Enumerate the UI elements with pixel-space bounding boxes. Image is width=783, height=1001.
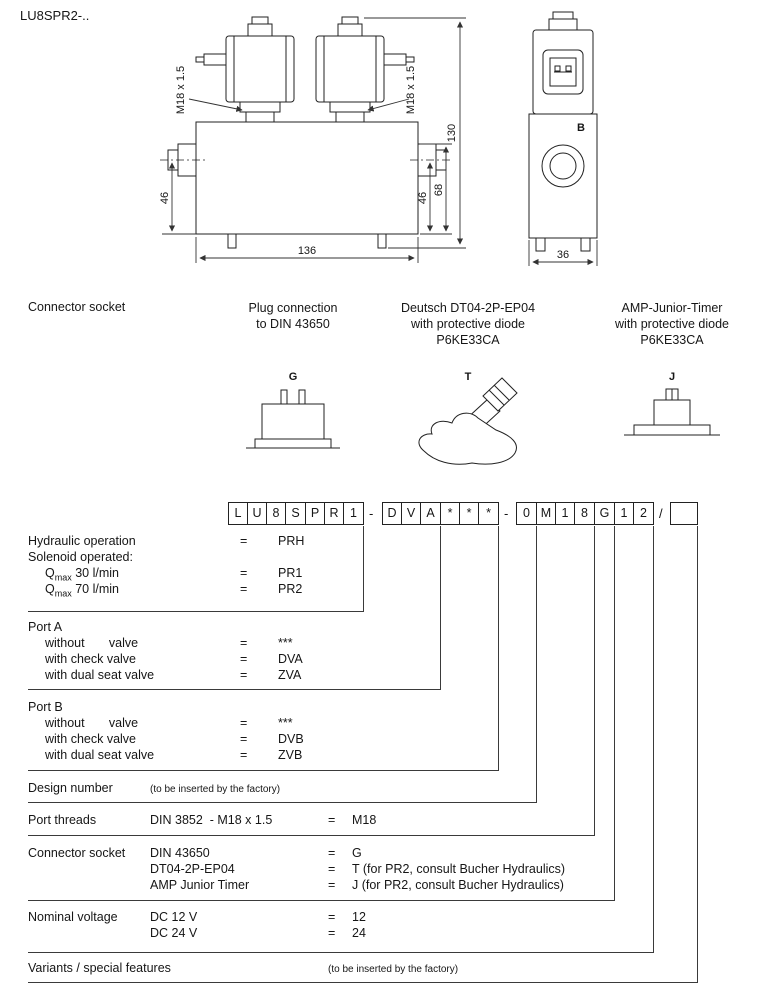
port-b-option-row [28,732,768,748]
code-cell: L [229,503,248,524]
equals-sign: = [328,910,336,924]
section-hydraulic-operation [28,534,768,598]
equals-sign: = [240,652,248,666]
thread-size-label: M18 x 1.5 [405,65,417,115]
row-code: DVA [278,652,303,666]
code-group-port-a [382,502,441,525]
connector-option-amp [562,300,782,348]
section-divider-voltage [28,952,654,953]
equals-sign: = [240,534,248,548]
code-cell: * [486,506,491,520]
code-cell: R [325,503,344,524]
equals-sign: = [328,813,336,827]
row-label: with dual seat valve [45,668,155,682]
connector-socket-row [28,846,768,862]
code-separator-dash: - [369,506,374,521]
socket-code-t: T [464,371,472,383]
code-group-threads [536,502,595,525]
code-cell: M [537,503,556,524]
code-group-port-b [440,502,499,525]
section-divider-design [28,802,537,803]
row-label: without valve [45,636,139,650]
row-code: J (for PR2, consult Bucher Hydraulics) [352,878,564,892]
solenoid-coil-right [316,17,414,122]
connector-option-deutsch [358,300,578,348]
connector-option-line: to DIN 43650 [256,317,330,331]
section-variants [28,961,768,977]
dim-label: 46 [417,191,429,205]
connector-option-line: P6KE33CA [436,333,500,347]
amp-connector-drawing [624,389,720,435]
code-cell: 1 [556,503,575,524]
section-divider-variants [28,982,698,983]
equals-sign: = [240,716,248,730]
dim-label: 136 [297,245,317,257]
equals-sign: = [328,846,336,860]
code-cell: 0 [523,506,530,520]
socket-code-g: G [288,371,298,383]
mounting-stud [228,234,236,248]
code-cell: V [402,503,421,524]
factory-note: (to be inserted by the factory) [150,784,281,795]
equals-sign: = [240,748,248,762]
code-group-variants [670,502,698,525]
code-cell: G [599,506,610,520]
valve-body-block [196,122,418,234]
row-label: with dual seat valve [45,748,155,762]
row-code: PR1 [278,566,303,580]
section-header: Port B [28,700,63,714]
valve-body-block-side [529,114,597,238]
row-label: $Q_{max}$ 30 l/min [45,566,119,583]
equals-sign: = [328,862,336,876]
nominal-voltage-row [28,926,768,942]
dim-label: 130 [446,123,458,143]
code-cell: 8 [267,503,286,524]
nominal-voltage-row [28,910,768,926]
technical-drawing [0,0,783,480]
section-header: Port A [28,620,63,634]
qmax-30-row [28,566,768,582]
mounting-stud [378,234,386,248]
equals-sign: = [240,566,248,580]
din-plug-drawing [246,390,340,448]
port-a-header-row [28,620,768,636]
row-code: ZVA [278,668,302,682]
row-label: with check valve [45,652,137,666]
row-label: Solenoid operated: [28,550,133,564]
factory-note: (to be inserted by the factory) [328,964,459,975]
mounting-stud [581,238,590,251]
equals-sign: = [328,878,336,892]
connector-option-line: Plug connection [248,301,338,315]
equals-sign: = [240,668,248,682]
row-label: Nominal voltage [28,910,118,924]
code-cell: D [383,503,402,524]
row-label: $Q_{max}$ 70 l/min [45,582,119,599]
row-code: PR2 [278,582,303,596]
row-label: Hydraulic operation [28,534,136,548]
section-nominal-voltage [28,910,768,942]
equals-sign: = [328,926,336,940]
row-label: with check valve [45,732,137,746]
section-divider-threads [28,835,595,836]
section-divider-port-a [28,689,441,690]
row-code: 24 [352,926,366,940]
equals-sign: = [240,732,248,746]
solenoid-operated-row [28,550,768,566]
connector-option-line: with protective diode [615,317,729,331]
port-threads-row [28,813,768,829]
section-divider-port-b [28,770,499,771]
section-port-a [28,620,768,684]
code-group-series [228,502,306,525]
section-divider-socket [28,900,615,901]
row-code: T (for PR2, consult Bucher Hydraulics) [352,862,566,876]
qmax-70-row [28,582,768,598]
row-spec: DC 12 V [150,910,198,924]
section-divider-hydraulic [28,611,364,612]
dim-label: 68 [433,183,445,197]
row-code: DVB [278,732,304,746]
row-label: Variants / special features [28,961,171,975]
row-code: 12 [352,910,366,924]
equals-sign: = [240,636,248,650]
code-cell: 1 [350,506,357,520]
equals-sign: = [240,582,248,596]
design-number-row [28,781,768,797]
code-group-socket [594,502,615,525]
row-spec: AMP Junior Timer [150,878,250,892]
connector-option-line: Deutsch DT04-2P-EP04 [400,301,536,315]
code-group-voltage [614,502,654,525]
code-cell: A [426,506,435,520]
code-group-design [516,502,537,525]
code-cell: 2 [640,506,647,520]
row-code: M18 [352,813,377,827]
row-spec: DIN 43650 [150,846,210,860]
row-spec: DIN 3852 - M18 x 1.5 [150,813,273,827]
connector-socket-section-label: Connector socket [28,300,126,314]
port-a-option-row [28,668,768,684]
row-label: Design number [28,781,113,795]
connector-option-line: AMP-Junior-Timer [621,301,723,315]
code-cell: S [291,506,300,520]
row-label: without valve [45,716,139,730]
row-code: *** [278,636,293,650]
code-group-operation [305,502,364,525]
mounting-stud [536,238,545,251]
page-title: LU8SPR2-.. [20,8,90,23]
solenoid-coil-left [196,17,294,122]
code-cell: 1 [615,503,634,524]
port-b-option-row [28,716,768,732]
code-separator-slash: / [659,506,663,521]
section-port-threads [28,813,768,829]
deutsch-connector-drawing [419,378,517,464]
port-b-option-row [28,748,768,764]
row-label: Connector socket [28,846,126,860]
row-code: G [352,846,362,860]
section-connector-socket [28,846,768,894]
side-view [529,12,597,251]
code-cell: P [306,503,325,524]
code-cell: * [460,503,479,524]
hydraulic-operation-row [28,534,768,550]
code-cell: * [441,503,460,524]
row-spec: DT04-2P-EP04 [150,862,235,876]
connector-socket-row [28,878,768,894]
code-cell: 8 [581,506,588,520]
section-port-b [28,700,768,764]
code-cell-empty [671,503,697,524]
row-spec: DC 24 V [150,926,198,940]
connector-socket-row [28,862,768,878]
connector-option-line: with protective diode [411,317,525,331]
row-label: Port threads [28,813,97,827]
row-code: PRH [278,534,305,548]
port-a-option-row [28,652,768,668]
dim-label: 46 [159,191,171,205]
variants-row [28,961,768,977]
dim-label: 36 [556,249,570,261]
port-b-label: B [577,122,585,134]
port-a-option-row [28,636,768,652]
code-separator-dash: - [504,506,509,521]
section-design-number [28,781,768,797]
code-cell: U [248,503,267,524]
row-code: ZVB [278,748,303,762]
row-code: *** [278,716,293,730]
front-view [160,17,452,248]
thread-size-label: M18 x 1.5 [175,65,187,115]
connector-option-line: P6KE33CA [640,333,704,347]
socket-code-j: J [668,371,676,383]
port-b-header-row [28,700,768,716]
